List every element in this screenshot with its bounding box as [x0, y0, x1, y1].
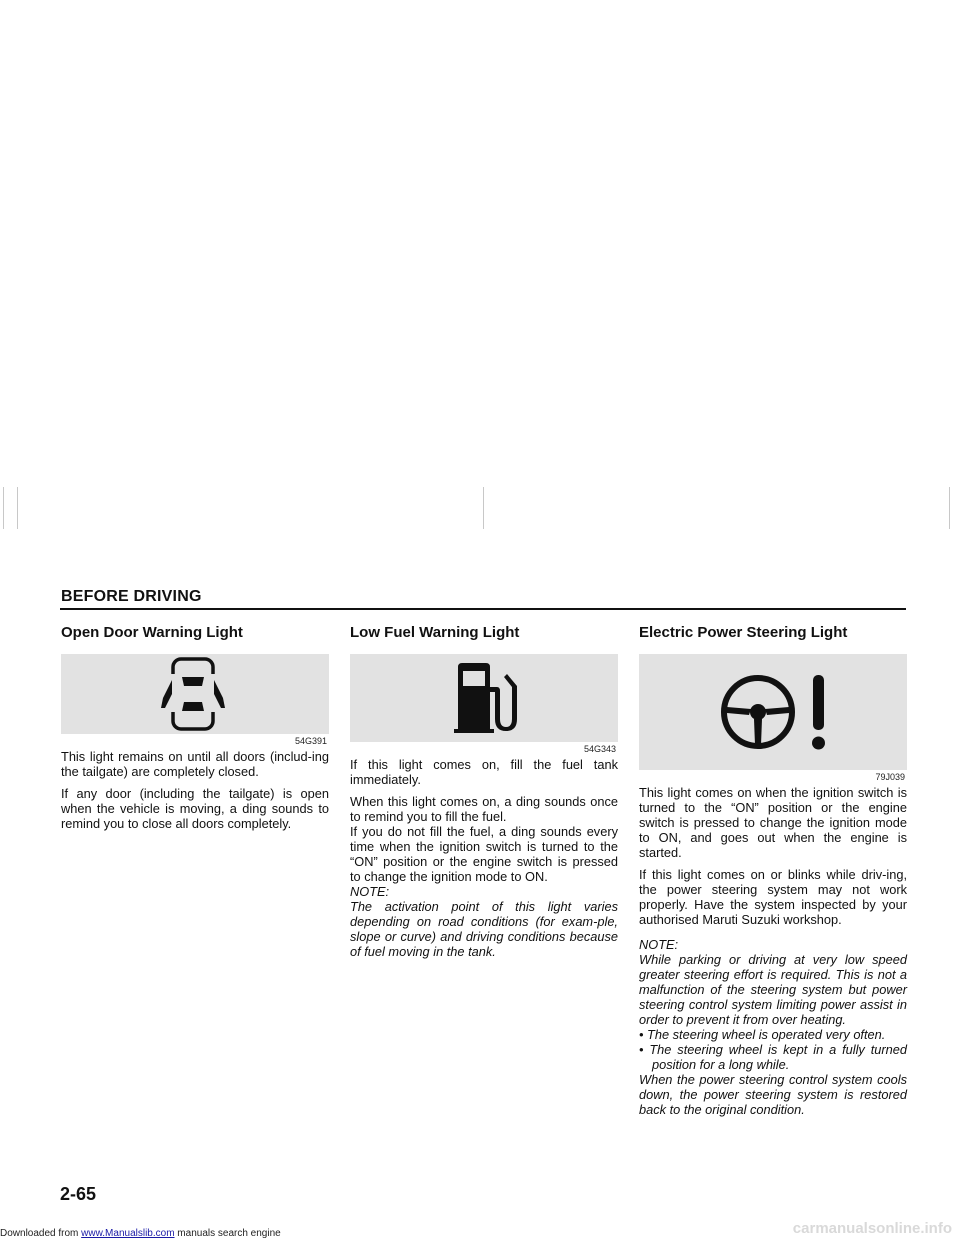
- paragraph: If you do not fill the fuel, a ding sounds every time when the ignition switch is turned to the “ON” position or the engine switch is pressed to change the ignition mode to ON.: [350, 824, 618, 884]
- paragraph: If any door (including the tailgate) is open when the vehicle is moving, a ding sounds to remind you to close all doors completely.: [61, 786, 329, 831]
- note: [350, 884, 618, 959]
- column-power-steering: [639, 624, 907, 1117]
- steering-wheel-warning-icon: [713, 667, 833, 757]
- heading-low-fuel: Low Fuel Warning Light: [350, 624, 520, 641]
- column-open-door: [61, 624, 329, 838]
- download-suffix: manuals search engine: [174, 1228, 281, 1239]
- image-code: 54G391: [294, 736, 327, 746]
- column-low-fuel: [350, 624, 618, 959]
- image-code: 79J039: [875, 772, 905, 782]
- paragraph: If this light comes on or blinks while driv-ing, the power steering system may not work properly. Have the system inspected by your authorised Maruti Suzuki workshop.: [639, 867, 907, 927]
- paragraph: This light remains on until all doors (includ-ing the tailgate) are completely closed.: [61, 749, 329, 779]
- note-label: NOTE:: [639, 937, 679, 952]
- page-number: 2-65: [60, 1184, 97, 1204]
- note-outro: When the power steering control system cools down, the power steering system is restored back to the original condition.: [639, 1072, 907, 1117]
- download-link[interactable]: www.Manualslib.com: [81, 1228, 175, 1239]
- download-prefix: Downloaded from: [0, 1228, 82, 1239]
- crop-mark: [3, 487, 4, 529]
- download-line: [0, 1228, 281, 1239]
- note-label: NOTE:: [350, 884, 390, 899]
- fuel-pump-icon: [444, 659, 524, 737]
- note-intro: While parking or driving at very low speed greater steering effort is required. This is not a malfunction of the steering system but power steering control system limiting power assist in order to prevent it from over heating.: [639, 952, 907, 1027]
- crop-mark: [483, 487, 484, 529]
- power-steering-illustration: [639, 654, 907, 770]
- note: [639, 937, 907, 1117]
- image-code: 54G343: [583, 744, 616, 754]
- open-door-icon: [150, 656, 240, 732]
- paragraph: If this light comes on, fill the fuel tank immediately.: [350, 757, 618, 787]
- paragraph: When this light comes on, a ding sounds once to remind you to fill the fuel.: [350, 794, 618, 824]
- note-bullet: • The steering wheel is kept in a fully turned position for a long while.: [639, 1042, 907, 1072]
- crop-mark: [17, 487, 18, 529]
- watermark: carmanualsonline.info: [792, 1220, 952, 1237]
- heading-power-steering: Electric Power Steering Light: [639, 624, 848, 641]
- note-text: The activation point of this light varies depending on road conditions (for exam-ple, slope or curve) and driving conditions because of fuel moving in the tank.: [350, 899, 618, 959]
- heading-open-door: Open Door Warning Light: [61, 624, 243, 641]
- crop-mark: [949, 487, 950, 529]
- section-title: BEFORE DRIVING: [61, 588, 202, 605]
- low-fuel-illustration: [350, 654, 618, 742]
- header-rule: [60, 608, 906, 610]
- paragraph: This light comes on when the ignition switch is turned to the “ON” position or the engine switch is pressed to change the ignition mode to ON, and goes out when the engine is started.: [639, 785, 907, 860]
- open-door-illustration: [61, 654, 329, 734]
- note-bullet: • The steering wheel is operated very often.: [639, 1027, 886, 1042]
